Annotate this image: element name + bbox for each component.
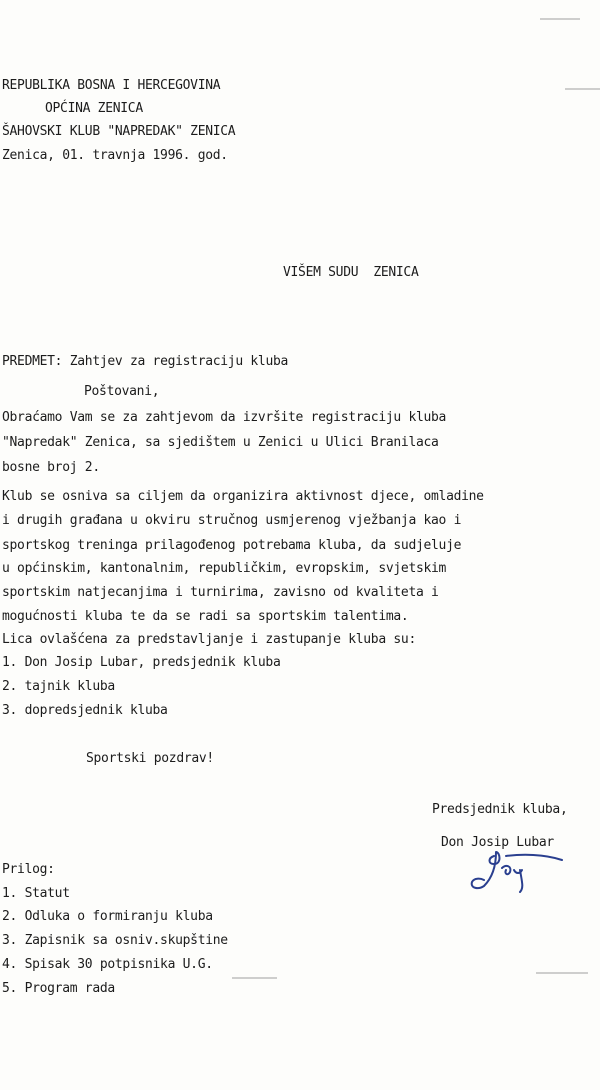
body-line: mogućnosti kluba te da se radi sa sportskim talentima. — [2, 609, 409, 624]
header-date: Zenica, 01. travnja 1996. god. — [2, 148, 228, 163]
header-municipality: OPĆINA ZENICA — [45, 101, 143, 116]
header-club: ŠAHOVSKI KLUB "NAPREDAK" ZENICA — [2, 124, 236, 139]
attachment-item: 3. Zapisnik sa osniv.skupštine — [2, 933, 228, 948]
attachments-label: Prilog: — [2, 862, 55, 877]
list-item: 2. tajnik kluba — [2, 679, 115, 694]
attachment-item: 2. Odluka o formiranju kluba — [2, 909, 213, 924]
subject-label: PREDMET: — [2, 354, 63, 369]
list-item: 1. Don Josip Lubar, predsjednik kluba — [2, 655, 281, 670]
signature-name: Don Josip Lubar — [441, 835, 554, 850]
attachment-item: 4. Spisak 30 potpisnika U.G. — [2, 957, 213, 972]
handwritten-signature-icon — [466, 848, 566, 894]
closing: Sportski pozdrav! — [86, 751, 214, 766]
attachment-item: 1. Statut — [2, 886, 70, 901]
body-line: Obraćamo Vam se za zahtjevom da izvršite registraciju kluba — [2, 410, 447, 425]
body-line: i drugih građana u okviru stručnog usmjerenog vježbanja kao i — [2, 513, 462, 528]
body-line: u općinskim, kantonalnim, republičkim, evropskim, svjetskim — [2, 561, 447, 576]
subject-line — [2, 354, 288, 370]
attachment-item: 5. Program rada — [2, 981, 115, 996]
scan-mark — [232, 977, 277, 979]
signature-title: Predsjednik kluba, — [432, 802, 568, 817]
scan-mark — [536, 972, 588, 974]
scan-mark — [540, 18, 580, 20]
salutation: Poštovani, — [84, 384, 160, 399]
body-line: bosne broj 2. — [2, 460, 100, 475]
scan-mark — [565, 88, 600, 90]
body-line: "Napredak" Zenica, sa sjedištem u Zenici u Ulici Branilaca — [2, 435, 439, 450]
header-republic: REPUBLIKA BOSNA I HERCEGOVINA — [2, 78, 221, 93]
body-line: sportskog treninga prilagođenog potrebama kluba, da sudjeluje — [2, 538, 462, 553]
body-line: sportskim natjecanjima i turnirima, zavisno od kvaliteta i — [2, 585, 439, 600]
body-line: Klub se osniva sa ciljem da organizira aktivnost djece, omladine — [2, 489, 484, 504]
recipient: VIŠEM SUDU ZENICA — [283, 265, 419, 280]
list-item: 3. dopredsjednik kluba — [2, 703, 168, 718]
subject-text: Zahtjev za registraciju kluba — [62, 354, 289, 369]
body-line: Lica ovlašćena za predstavljanje i zastupanje kluba su: — [2, 632, 416, 647]
